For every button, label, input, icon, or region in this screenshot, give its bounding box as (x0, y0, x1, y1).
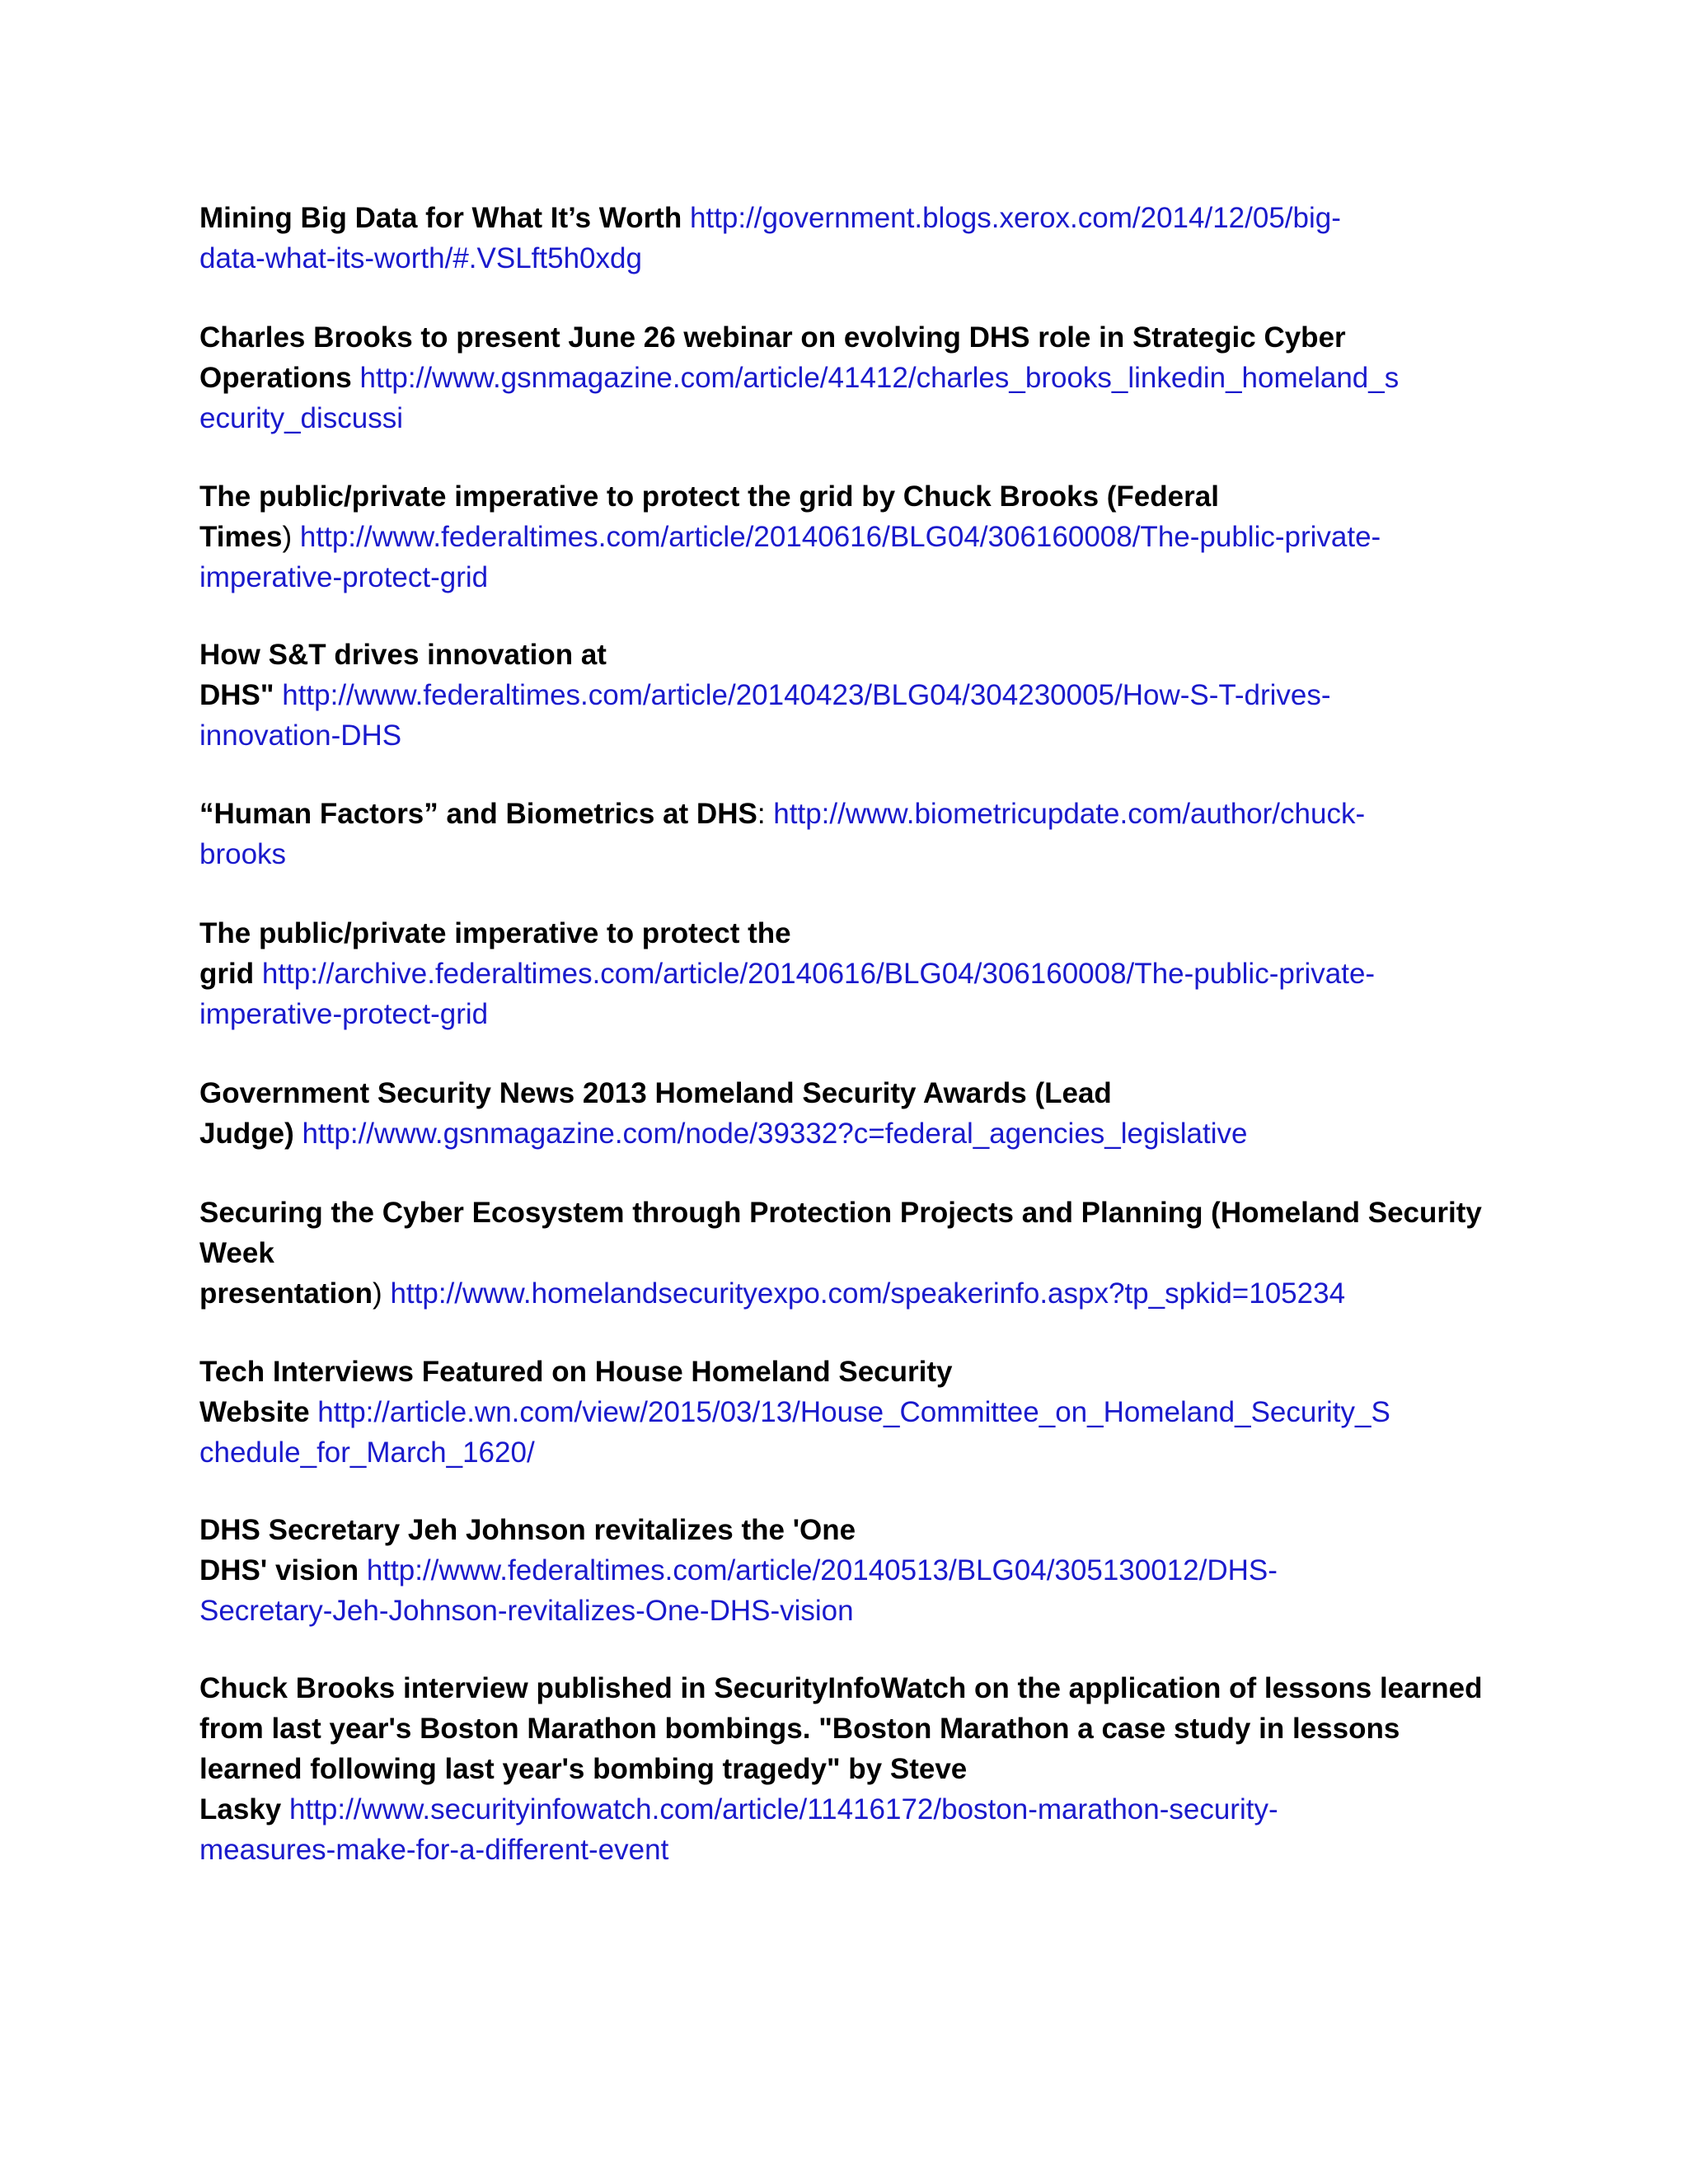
entry-line (199, 635, 1502, 675)
entry-line (199, 1193, 1502, 1233)
entry-line (199, 398, 1502, 438)
entry-line (199, 1830, 1502, 1870)
entry-url-link[interactable]: http://government.blogs.xerox.com/2014/12/05/big- (689, 202, 1341, 234)
entry-line (199, 517, 1502, 557)
entry-url-link[interactable]: http://www.gsnmagazine.com/node/39332?c=federal_agencies_legislative (302, 1118, 1248, 1150)
entry-title: grid (199, 958, 255, 990)
reference-entry (199, 1668, 1502, 1870)
entry-title: Government Security News 2013 Homeland Security Awards (Lead (199, 1077, 1112, 1109)
entry-line (199, 238, 1502, 279)
entry-line (199, 317, 1502, 358)
entry-title: presentation (199, 1277, 373, 1310)
entry-line (199, 794, 1502, 834)
entry-line (199, 198, 1502, 238)
entry-title: DHS' vision (199, 1554, 359, 1586)
entry-title: Website (199, 1396, 310, 1428)
entry-url-link[interactable]: chedule_for_March_1620/ (199, 1436, 535, 1469)
entry-title: Week (199, 1237, 274, 1269)
entry-title: learned following last year's bombing tragedy" by Steve (199, 1753, 968, 1785)
entry-line (199, 994, 1502, 1034)
entry-line (199, 476, 1502, 517)
reference-entry (199, 1352, 1502, 1473)
entry-title: How S&T drives innovation at (199, 639, 607, 671)
entry-url-link[interactable]: brooks (199, 838, 287, 870)
entry-title-suffix: ) (373, 1277, 382, 1310)
entry-title: Operations (199, 362, 352, 394)
entry-title: Charles Brooks to present June 26 webinar on evolving DHS role in Strategic Cyber (199, 321, 1346, 354)
entry-line (199, 358, 1502, 398)
entry-url-link[interactable]: Secretary-Jeh-Johnson-revitalizes-One-DHS-vision (199, 1595, 854, 1627)
entry-title: DHS Secretary Jeh Johnson revitalizes the 'One (199, 1514, 856, 1546)
entry-line (199, 557, 1502, 598)
entry-url-link[interactable]: ecurity_discussi (199, 402, 404, 434)
entry-url-link[interactable]: http://www.federaltimes.com/article/20140616/BLG04/306160008/The-public-private- (299, 521, 1381, 553)
entry-title-suffix: : (757, 798, 766, 830)
entry-line (199, 675, 1502, 715)
entry-line (199, 1233, 1502, 1273)
entry-title: Judge) (199, 1118, 294, 1150)
entry-line (199, 1708, 1502, 1749)
entry-url-link[interactable]: measures-make-for-a-different-event (199, 1834, 669, 1866)
entry-line (199, 1273, 1502, 1314)
entry-title: Times (199, 521, 283, 553)
entry-url-link[interactable]: data-what-its-worth/#.VSLft5h0xdg (199, 242, 642, 274)
entry-title: DHS" (199, 679, 274, 711)
entry-url-link[interactable]: http://www.gsnmagazine.com/article/41412/charles_brooks_linkedin_homeland_s (359, 362, 1400, 394)
entry-line (199, 1668, 1502, 1708)
entry-line (199, 913, 1502, 954)
reference-entry (199, 794, 1502, 874)
entry-line (199, 954, 1502, 994)
entry-url-link[interactable]: http://www.homelandsecurityexpo.com/speakerinfo.aspx?tp_spkid=105234 (390, 1277, 1346, 1310)
entry-title: from last year's Boston Marathon bombings. "Boston Marathon a case study in lessons (199, 1713, 1400, 1745)
entry-title: Lasky (199, 1793, 282, 1825)
entry-title: “Human Factors” and Biometrics at DHS (199, 798, 757, 830)
entry-title: The public/private imperative to protect the (199, 917, 791, 949)
entry-line (199, 834, 1502, 874)
entry-url-link[interactable]: http://article.wn.com/view/2015/03/13/House_Committee_on_Homeland_Security_S (317, 1396, 1390, 1428)
entry-url-link[interactable]: http://www.biometricupdate.com/author/chuck- (773, 798, 1366, 830)
entry-title-suffix: ) (282, 521, 293, 553)
entry-url-link[interactable]: http://www.federaltimes.com/article/20140513/BLG04/305130012/DHS- (366, 1554, 1278, 1586)
entry-url-link[interactable]: innovation-DHS (199, 719, 402, 752)
entry-line (199, 1591, 1502, 1631)
entry-url-link[interactable]: imperative-protect-grid (199, 561, 489, 593)
entry-line (199, 1432, 1502, 1473)
entry-title: Tech Interviews Featured on House Homeland Security (199, 1356, 953, 1388)
entry-title: Mining Big Data for What It’s Worth (199, 202, 682, 234)
entry-line (199, 715, 1502, 756)
entry-title: Chuck Brooks interview published in SecurityInfoWatch on the application of lessons learned (199, 1672, 1483, 1704)
reference-entry (199, 635, 1502, 756)
reference-entry (199, 913, 1502, 1034)
entry-url-link[interactable]: http://www.federaltimes.com/article/20140423/BLG04/304230005/How-S-T-drives- (282, 679, 1331, 711)
entry-line (199, 1113, 1502, 1154)
entry-title: The public/private imperative to protect the grid by Chuck Brooks (Federal (199, 480, 1219, 513)
entry-url-link[interactable]: http://www.securityinfowatch.com/article/11416172/boston-marathon-security- (288, 1793, 1278, 1825)
entry-url-link[interactable]: http://archive.federaltimes.com/article/20140616/BLG04/306160008/The-public-private- (261, 958, 1376, 990)
entry-title: Securing the Cyber Ecosystem through Protection Projects and Planning (Homeland Security (199, 1197, 1482, 1229)
reference-entry (199, 1193, 1502, 1314)
reference-entry (199, 1073, 1502, 1154)
reference-entry (199, 317, 1502, 438)
reference-entry (199, 1510, 1502, 1631)
reference-entry (199, 476, 1502, 598)
entry-line (199, 1352, 1502, 1392)
entry-line (199, 1550, 1502, 1591)
entry-line (199, 1392, 1502, 1432)
entry-url-link[interactable]: imperative-protect-grid (199, 998, 489, 1030)
entry-line (199, 1510, 1502, 1550)
entry-line (199, 1789, 1502, 1830)
reference-entry (199, 198, 1502, 279)
entry-line (199, 1073, 1502, 1113)
entry-line (199, 1749, 1502, 1789)
